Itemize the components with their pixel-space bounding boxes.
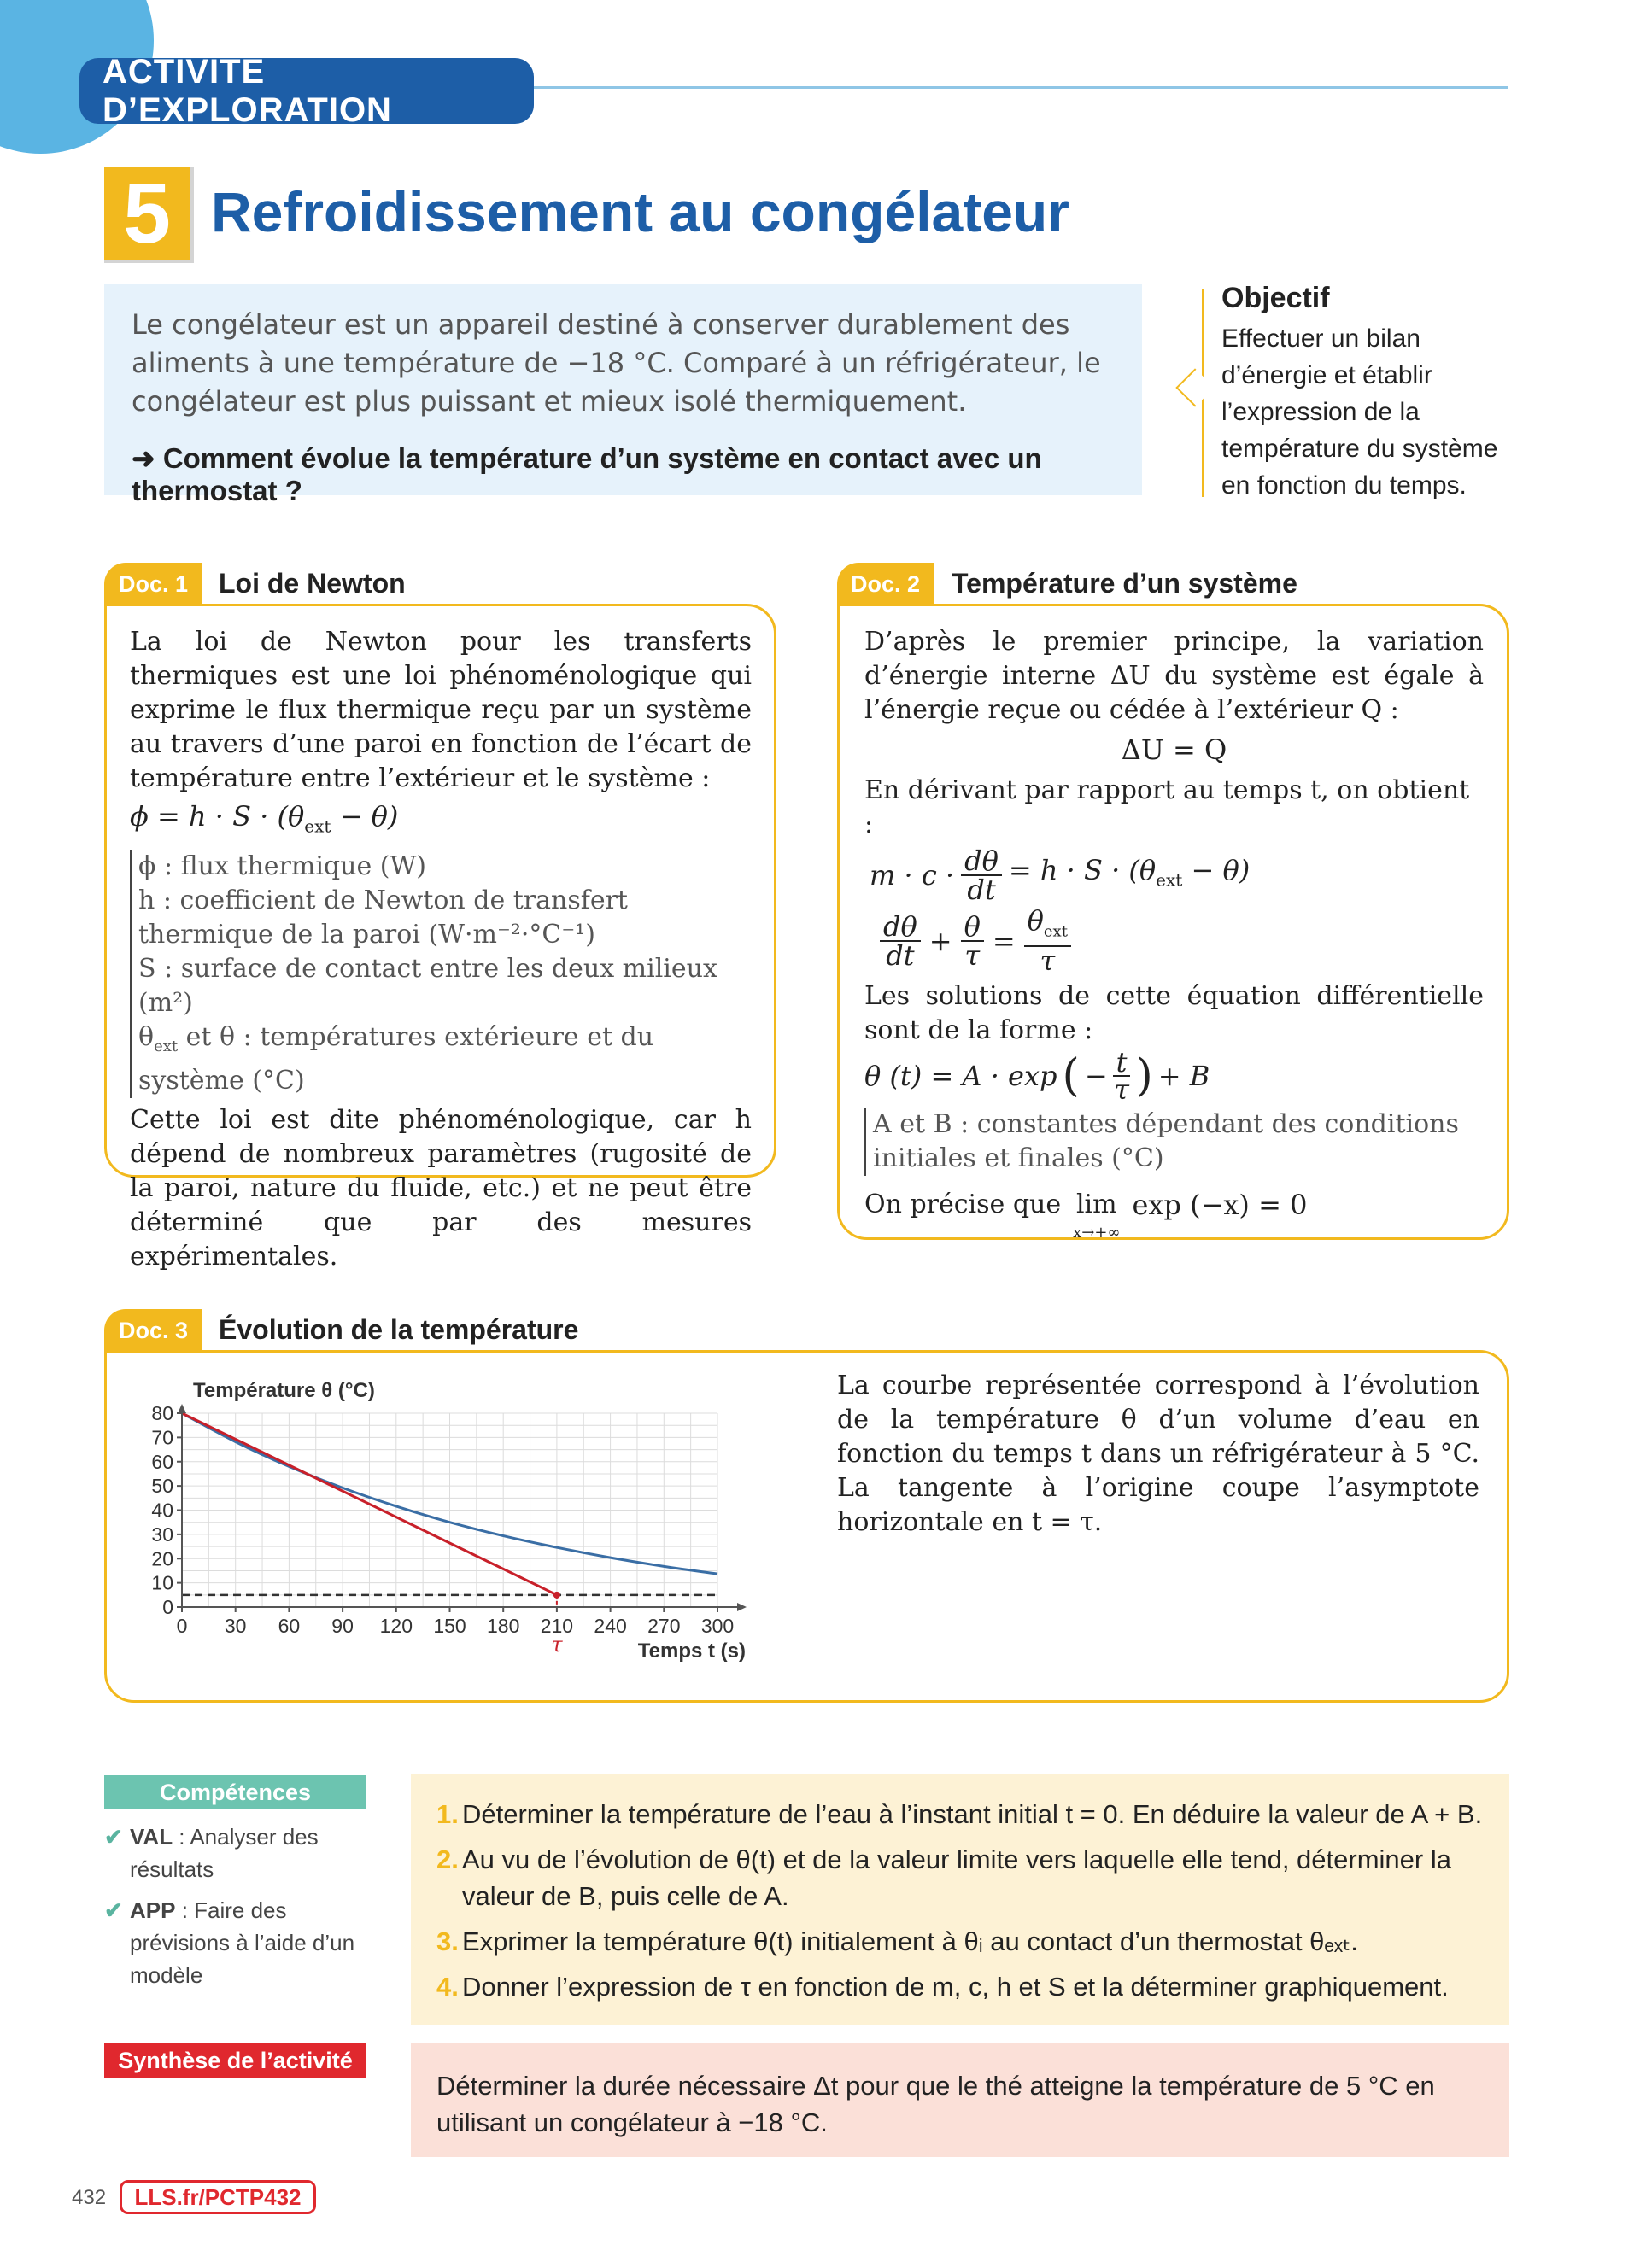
competence-text: [130, 1821, 369, 1885]
legend-h: h : coefficient de Newton de transfert thermique de la paroi (W·m⁻²·°C⁻¹): [138, 886, 628, 950]
question-number: 2.: [436, 1844, 459, 1874]
y-tick-label: 20: [151, 1547, 173, 1570]
legend-phi: ϕ : flux thermique (W): [138, 851, 426, 882]
y-tick-label: 50: [151, 1475, 173, 1498]
x-axis-label: Temps t (s): [637, 1640, 746, 1663]
newton-eq-rhs: − θ): [331, 800, 399, 833]
questions-box: [411, 1774, 1509, 2025]
eq3-frac1: [880, 909, 921, 972]
chart-grid: [182, 1413, 718, 1607]
newton-equation: [130, 799, 752, 843]
eq4-den: τ: [1114, 1073, 1129, 1107]
intro-box: [104, 284, 1142, 506]
eq4-fraction: [1113, 1046, 1131, 1107]
tau-marker-label: τ: [551, 1633, 563, 1657]
eq3-n3: [1024, 904, 1071, 947]
section-label: ACTIVITÉ D’EXPLORATION: [79, 58, 534, 124]
x-tick-label: 240: [594, 1615, 627, 1637]
y-tick-label: 60: [151, 1450, 173, 1473]
eq3-n2: θ: [961, 913, 984, 942]
legend-theta: [138, 1020, 752, 1098]
x-tick-label: 150: [433, 1615, 466, 1637]
page-number: 432: [72, 2186, 107, 2209]
eq3-n1: dθ: [880, 913, 921, 942]
resource-link[interactable]: LLS.fr/PCTP432: [120, 2180, 316, 2214]
y-axis-arrow: [178, 1404, 186, 1413]
doc1-intro: La loi de Newton pour les transferts thermiques est une loi phénoménologique qui exprime le flux thermique reçu par un système au travers d’une paroi en fonction de l’écart de température entre l’extérieur et le système :: [130, 627, 752, 793]
limit-sub: x→+∞: [1073, 1224, 1121, 1242]
x-tick-label: 30: [224, 1615, 247, 1637]
solution-equation: [864, 1046, 1484, 1107]
question-item: [436, 1923, 1484, 1960]
question-number: 1.: [436, 1799, 459, 1829]
check-icon: ✔: [104, 1897, 123, 1923]
eq3-n3-sub: ext: [1043, 922, 1068, 941]
question-item: [436, 1841, 1484, 1914]
doc3-tab: Doc. 3: [104, 1309, 202, 1352]
y-tick-label: 10: [151, 1571, 173, 1594]
legend-s: S : surface de contact entre les deux milieux (m²): [138, 954, 718, 1019]
competence-desc: : Faire des prévisions à l’aide d’un modèle: [130, 1897, 355, 1988]
x-tick-label: 180: [487, 1615, 520, 1637]
derivative-equation: [870, 845, 1484, 906]
doc1-content: [130, 625, 752, 1274]
doc3-title: Évolution de la température: [219, 1314, 579, 1345]
doc1-tab: Doc. 1: [104, 563, 202, 605]
eq3-d3: τ: [1040, 944, 1056, 978]
competence-item: [104, 1894, 369, 1991]
eq4-pre: θ (t) = A · exp: [864, 1060, 1057, 1093]
eq4-post: + B: [1157, 1060, 1210, 1093]
legend-theta-symbol: θ: [138, 1022, 155, 1053]
question-text: Au vu de l’évolution de θ(t) et de la valeur limite vers laquelle elle tend, déterminer la valeur de B, puis celle de A.: [462, 1844, 1451, 1911]
check-icon: ✔: [104, 1824, 123, 1850]
eq2-sub: ext: [1156, 869, 1183, 891]
y-tick-label: 0: [162, 1596, 173, 1618]
synthese-header: Synthèse de l’activité: [104, 2043, 366, 2078]
competence-item: [104, 1821, 369, 1885]
energy-equation: ΔU = Q: [1121, 734, 1227, 766]
doc2-legend: A et B : constantes dépendant des conditions initiales et finales (°C): [864, 1108, 1484, 1176]
temperature-chart: [128, 1366, 777, 1674]
doc2-tab: Doc. 2: [837, 563, 934, 605]
differential-equation: [880, 904, 1484, 978]
x-tick-label: 60: [278, 1615, 301, 1637]
x-tick-label: 210: [540, 1615, 574, 1637]
doc2-p4: On précise que: [864, 1190, 1062, 1220]
x-tick-label: 90: [331, 1615, 354, 1637]
eq3-plus: +: [928, 924, 952, 957]
x-tick-label: 270: [647, 1615, 681, 1637]
question-text: Déterminer la température de l’eau à l’instant initial t = 0. En déduire la valeur de A + B.: [462, 1799, 1483, 1829]
legend-theta-sub: ext: [154, 1038, 179, 1056]
legend-theta-text: et θ : températures extérieure et du système (°C): [138, 1022, 654, 1096]
intro-question: ➜ Comment évolue la température d’un système en contact avec un thermostat ?: [132, 442, 1042, 506]
intro-text: Le congélateur est un appareil destiné à conserver durablement des aliments à une température de −18 °C. Comparé à un réfrigérateur, le congélateur est plus puissant et mieux isolé thermiquement.: [132, 308, 1101, 418]
y-axis-label: Température θ (°C): [193, 1379, 375, 1402]
eq4-paren-open: (: [1062, 1050, 1080, 1102]
question-number: 4.: [436, 1972, 459, 2002]
eq3-n3-symbol: θ: [1027, 904, 1044, 937]
eq4-num: t: [1113, 1049, 1131, 1077]
competence-text: [130, 1894, 369, 1991]
question-text: Donner l’expression de τ en fonction de m, c, h et S et la déterminer graphiquement.: [462, 1972, 1449, 2002]
eq3-frac3: [1024, 904, 1071, 978]
eq3-d2: τ: [964, 938, 981, 972]
activity-number: 5: [104, 167, 190, 260]
eq2-den: dt: [967, 874, 996, 906]
y-tick-label: 80: [151, 1402, 173, 1424]
question-item: [436, 1796, 1484, 1833]
competence-desc: : Analyser des résultats: [130, 1824, 319, 1882]
eq2-post-text: = h · S · (θ: [1008, 854, 1157, 887]
newton-eq-lhs: ϕ = h · S · (θ: [130, 800, 305, 833]
doc2-title: Température d’un système: [952, 568, 1297, 599]
synthese-text: Déterminer la durée nécessaire Δt pour que le thé atteigne la température de 5 °C en utilisant un congélateur à −18 °C.: [411, 2043, 1509, 2157]
page-title: Refroidissement au congélateur: [211, 180, 1069, 243]
limit-post: exp (−x) = 0: [1132, 1189, 1308, 1222]
newton-eq-sub: ext: [304, 815, 331, 837]
eq2-pre: m · c ·: [870, 859, 955, 891]
doc1-title: Loi de Newton: [219, 568, 406, 599]
y-tick-label: 40: [151, 1499, 173, 1522]
eq4-minus: −: [1084, 1060, 1108, 1093]
eq3-frac2: [961, 909, 984, 972]
eq2-num: dθ: [961, 847, 1002, 876]
objective-pointer: [1175, 368, 1214, 406]
eq2-fraction: [961, 845, 1002, 906]
objective-title: Objectif: [1221, 282, 1330, 314]
limit-operator: [1073, 1188, 1120, 1244]
doc3-text: La courbe représentée correspond à l’évolution de la température θ d’un volume d’eau en fonction du temps t dans un réfrigérateur à 5 °C. La tangente à l’origine coupe l’asymptote horizontale en t = τ.: [837, 1371, 1479, 1537]
eq3-equals: =: [992, 924, 1016, 957]
competence-code: VAL: [130, 1824, 173, 1850]
limit-line: [864, 1188, 1484, 1244]
question-number: 3.: [436, 1926, 459, 1956]
y-tick-label: 30: [151, 1523, 173, 1546]
competences-list: [104, 1821, 369, 1991]
objective-text: Effectuer un bilan d’énergie et établir l’expression de la température du système en fonction du temps.: [1221, 324, 1498, 500]
doc1-outro: Cette loi est dite phénoménologique, car h dépend de nombreux paramètres (rugosité de la paroi, nature du fluide, etc.) et ne peut être déterminé que par des mesures expérimentales.: [130, 1105, 752, 1272]
doc2-p1: D’après le premier principe, la variation d’énergie interne ΔU du système est égale à l’énergie reçue ou cédée à l’extérieur Q :: [864, 627, 1484, 725]
competence-code: APP: [130, 1897, 176, 1923]
x-tick-label: 120: [379, 1615, 413, 1637]
eq3-d1: dt: [886, 938, 915, 972]
x-tick-label: 300: [700, 1615, 735, 1637]
y-tick-label: 70: [151, 1426, 173, 1449]
x-tick-label: 0: [176, 1615, 188, 1637]
competences-header: Compétences: [104, 1775, 366, 1809]
doc2-p3: Les solutions de cette équation différentielle sont de la forme :: [864, 981, 1484, 1046]
doc2-content: [864, 625, 1484, 1244]
eq4-paren-close: ): [1135, 1050, 1153, 1102]
question-text: Exprimer la température θ(t) initialement à θᵢ au contact d’un thermostat θₑₓₜ.: [462, 1926, 1358, 1956]
x-axis-arrow: [737, 1603, 747, 1611]
limit-word: lim: [1075, 1190, 1117, 1220]
doc2-p2: En dérivant par rapport au temps t, on obtient :: [864, 775, 1470, 839]
eq2-end: − θ): [1182, 854, 1250, 887]
header-rule: [534, 86, 1508, 89]
eq2-post: [1009, 853, 1250, 897]
question-item: [436, 1968, 1484, 2005]
doc1-legend: [130, 850, 752, 1098]
